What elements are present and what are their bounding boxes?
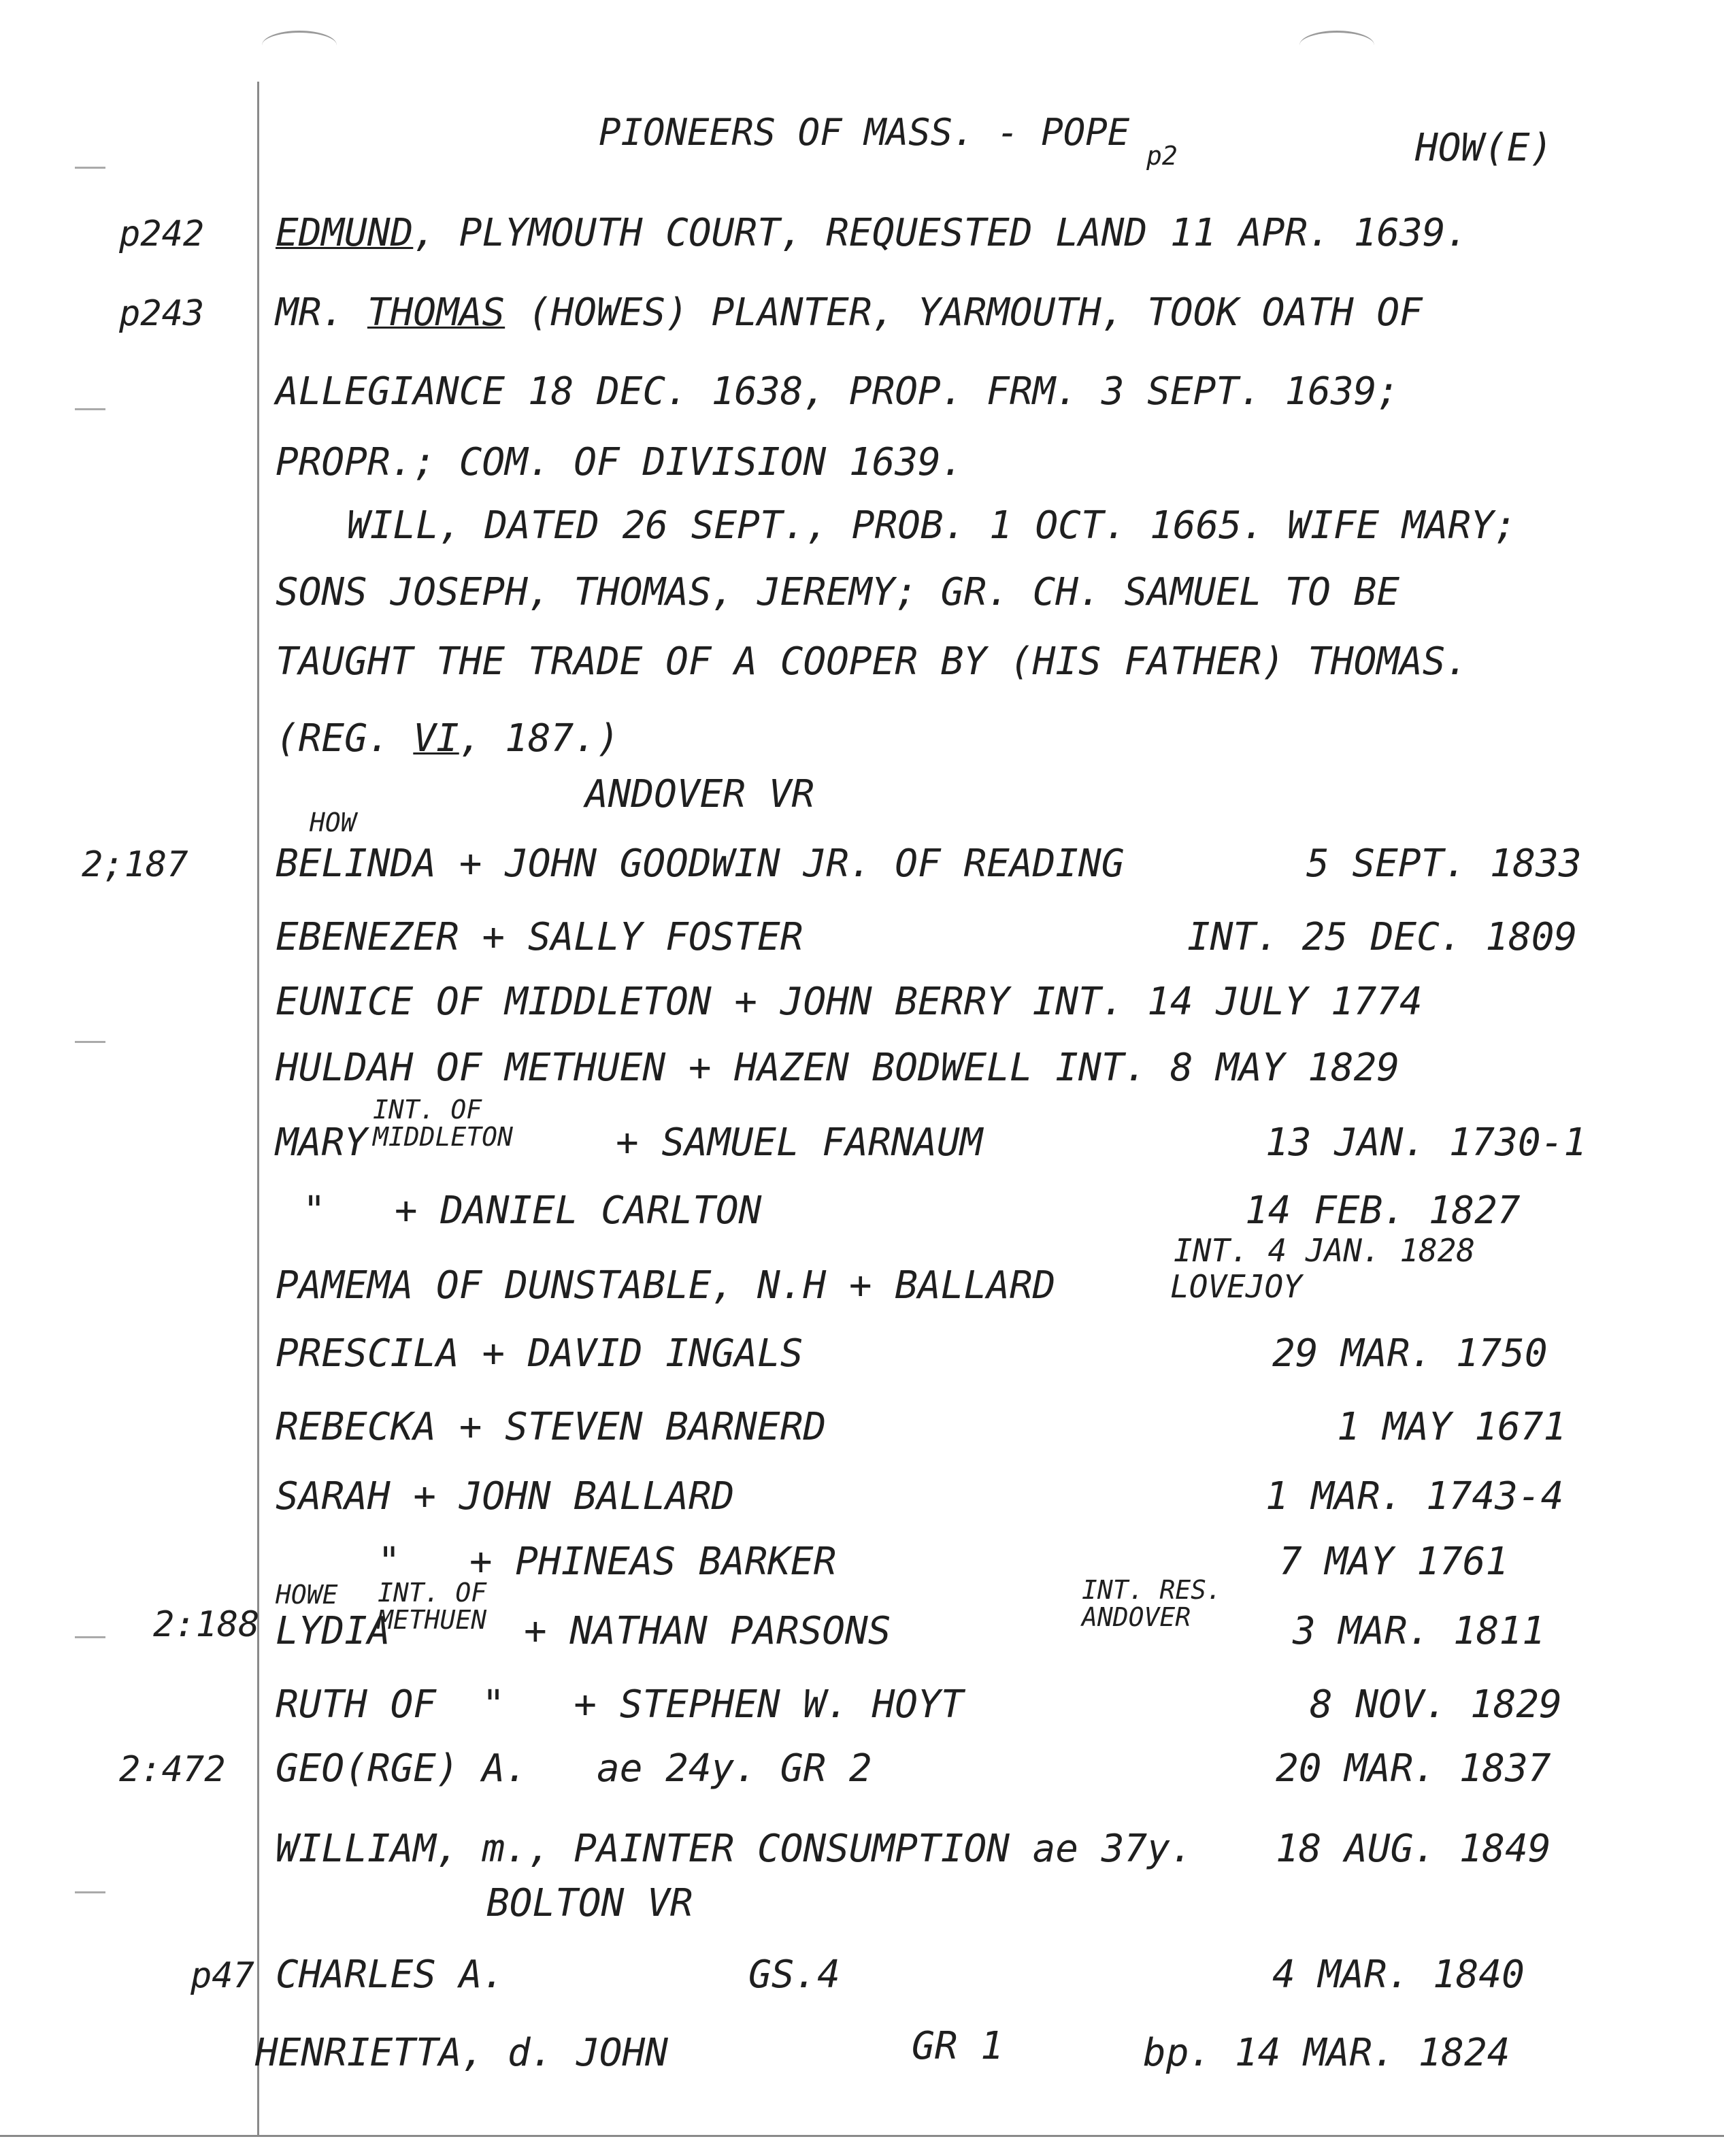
surname-label: HOW (310, 808, 357, 837)
record-date: INT. 4 JAN. 1828 (1174, 1232, 1476, 1269)
record-text: EBENEZER + SALLY FOSTER (276, 915, 803, 959)
margin-ref: 2:472 (119, 1749, 226, 1790)
margin-ref: 2:188 (153, 1604, 260, 1645)
record-date: INT. 25 DEC. 1809 (1187, 915, 1578, 959)
record-date: 8 NOV. 1829 (1310, 1682, 1562, 1727)
margin-ref: p242 (119, 214, 205, 254)
given-name: THOMAS (367, 291, 505, 335)
record-text: HENRIETTA, d. JOHN (255, 2031, 668, 2075)
record-source: GR 1 (912, 2024, 1004, 2068)
record-text: GEO(RGE) A. ae 24y. GR 2 (276, 1746, 872, 1791)
record-text: " + DANIEL CARLTON (303, 1189, 762, 1233)
margin-ref: 2;187 (82, 844, 188, 885)
pope-line: EDMUND, PLYMOUTH COURT, REQUESTED LAND 11 APR. 1639. (276, 211, 1469, 255)
record-text: WILLIAM, m., PAINTER CONSUMPTION ae 37y. (276, 1827, 1193, 1871)
pope-line: TAUGHT THE TRADE OF A COOPER BY (HIS FATHER) THOMAS. (276, 640, 1469, 684)
margin-ref: p47 (190, 1955, 254, 1996)
record-date: 7 MAY 1761 (1279, 1540, 1509, 1584)
pope-line: (REG. VI, 187.) (276, 716, 620, 761)
edge-tick (75, 1636, 105, 1638)
page-title: PIONEERS OF MASS. - POPE (599, 111, 1130, 154)
record-text: HULDAH OF METHUEN + HAZEN BODWELL INT. 8 MAY 1829 (276, 1046, 1400, 1090)
record-text: " + PHINEAS BARKER (378, 1540, 837, 1584)
edge-tick (75, 167, 105, 169)
margin-ref: p243 (119, 293, 205, 334)
pope-line: WILL, DATED 26 SEPT., PROB. 1 OCT. 1665. WIFE MARY; (347, 503, 1517, 548)
left-margin-rule (257, 82, 259, 2136)
record-text: EUNICE OF MIDDLETON + JOHN BERRY INT. 14 JULY 1774 (276, 980, 1423, 1024)
record-text: + SAMUEL FARNAUM (616, 1121, 983, 1165)
record-date: 1 MAY 1671 (1337, 1405, 1567, 1449)
record-date: 20 MAR. 1837 (1276, 1746, 1551, 1791)
record-text: LYDIA (276, 1609, 391, 1653)
record-date: 13 JAN. 1730-1 (1265, 1121, 1587, 1165)
record-date: 5 SEPT. 1833 (1306, 842, 1582, 886)
record-date: 1 MAR. 1743-4 (1265, 1474, 1564, 1519)
pope-line: SONS JOSEPH, THOMAS, JEREMY; GR. CH. SAMUEL TO BE (276, 570, 1400, 614)
pope-line: PROPR.; COM. OF DIVISION 1639. (276, 440, 964, 484)
punch-hole-mark-right (1299, 31, 1374, 60)
record-text: REBECKA + STEVEN BARNERD (276, 1405, 827, 1449)
record-date: 3 MAR. 1811 (1293, 1609, 1545, 1653)
record-date: 4 MAR. 1840 (1272, 1953, 1525, 1997)
record-text: SARAH + JOHN BALLARD (276, 1474, 735, 1519)
record-date: LOVEJOY (1170, 1268, 1302, 1305)
pope-line: MR. THOMAS (HOWES) PLANTER, YARMOUTH, TOOK OATH OF (276, 291, 1423, 335)
record-text: MARY (276, 1121, 367, 1165)
record-text: PRESCILA + DAVID INGALS (276, 1331, 803, 1376)
page-title-sub: p2 (1146, 141, 1178, 171)
record-note: INT. OF METHUEN (378, 1578, 487, 1635)
record-text: PAMEMA OF DUNSTABLE, N.H + BALLARD (276, 1263, 1056, 1308)
surname-label: HOWE (276, 1580, 338, 1610)
record-date: bp. 14 MAR. 1824 (1143, 2031, 1510, 2075)
record-note: INT. OF MIDDLETON (373, 1095, 513, 1152)
given-name: EDMUND (276, 211, 414, 255)
edge-tick (75, 1891, 105, 1893)
surname-tag: HOW(E) (1415, 126, 1553, 170)
record-text: + NATHAN PARSONS (524, 1609, 891, 1653)
pope-line: ALLEGIANCE 18 DEC. 1638, PROP. FRM. 3 SEPT. 1639; (276, 369, 1400, 414)
bottom-rule (0, 2135, 1724, 2137)
record-date: 18 AUG. 1849 (1276, 1827, 1551, 1871)
edge-tick (75, 1041, 105, 1043)
record-text: RUTH OF " + STEPHEN W. HOYT (276, 1682, 964, 1727)
section-heading: ANDOVER VR (585, 772, 815, 816)
record-date: 14 FEB. 1827 (1245, 1189, 1521, 1233)
record-text: BELINDA + JOHN GOODWIN JR. OF READING (276, 842, 1125, 886)
record-note: INT. RES. ANDOVER (1082, 1575, 1222, 1632)
section-heading: BOLTON VR (486, 1881, 693, 1925)
record-text: CHARLES A. (276, 1953, 505, 1997)
punch-hole-mark-left (262, 31, 337, 60)
edge-tick (75, 408, 105, 410)
record-date: 29 MAR. 1750 (1272, 1331, 1548, 1376)
record-source: GS.4 (748, 1953, 840, 1997)
